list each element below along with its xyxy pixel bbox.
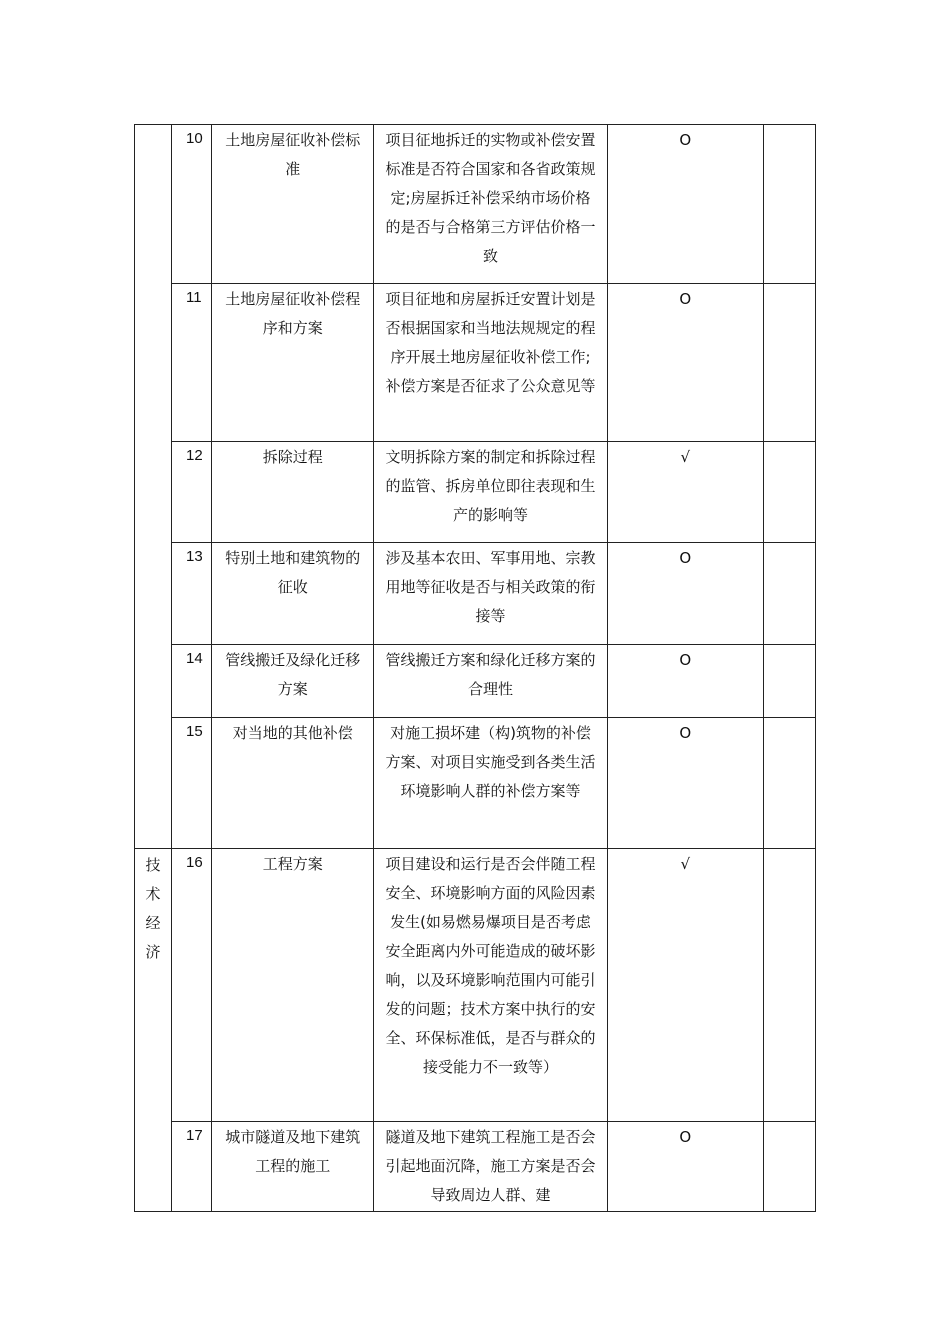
row-number: 10 bbox=[172, 125, 212, 284]
row-description: 项目征地拆迁的实物或补偿安置标准是否符合国家和各省政策规定;房屋拆迁补偿采纳市场价格的是否与合格第三方评估价格一致 bbox=[374, 125, 607, 284]
table-row bbox=[135, 442, 816, 543]
row-description: 管线搬迁方案和绿化迁移方案的合理性 bbox=[374, 645, 607, 718]
row-number: 17 bbox=[172, 1122, 212, 1212]
row-number: 16 bbox=[172, 849, 212, 1122]
table-row bbox=[135, 718, 816, 849]
row-description: 涉及基本农田、军事用地、宗教用地等征收是否与相关政策的衔接等 bbox=[374, 543, 607, 645]
table-row bbox=[135, 284, 816, 442]
row-item: 工程方案 bbox=[212, 849, 374, 1122]
row-mark: O bbox=[607, 125, 763, 284]
blank-cell bbox=[763, 1122, 815, 1212]
blank-cell bbox=[763, 849, 815, 1122]
row-mark: √ bbox=[607, 849, 763, 1122]
blank-cell bbox=[763, 442, 815, 543]
row-item: 对当地的其他补偿 bbox=[212, 718, 374, 849]
row-number: 11 bbox=[172, 284, 212, 442]
category-char: 技 bbox=[145, 856, 161, 874]
table-row bbox=[135, 1122, 816, 1212]
row-mark: O bbox=[607, 284, 763, 442]
row-mark: √ bbox=[607, 442, 763, 543]
table-row bbox=[135, 645, 816, 718]
row-item: 土地房屋征收补偿程序和方案 bbox=[212, 284, 374, 442]
row-description: 隧道及地下建筑工程施工是否会引起地面沉降，施工方案是否会导致周边人群、建 bbox=[374, 1122, 607, 1212]
row-description: 文明拆除方案的制定和拆除过程的监管、拆房单位即往表现和生产的影响等 bbox=[374, 442, 607, 543]
row-description: 对施工损坏建（构)筑物的补偿方案、对项目实施受到各类生活环境影响人群的补偿方案等 bbox=[374, 718, 607, 849]
category-char: 济 bbox=[145, 943, 161, 961]
row-number: 12 bbox=[172, 442, 212, 543]
category-label bbox=[135, 849, 171, 967]
row-item: 特别土地和建筑物的征收 bbox=[212, 543, 374, 645]
row-number: 13 bbox=[172, 543, 212, 645]
table-row bbox=[135, 125, 816, 284]
blank-cell bbox=[763, 125, 815, 284]
table-row bbox=[135, 849, 816, 1122]
row-item: 管线搬迁及绿化迁移方案 bbox=[212, 645, 374, 718]
blank-cell bbox=[763, 284, 815, 442]
blank-cell bbox=[763, 543, 815, 645]
row-mark: O bbox=[607, 645, 763, 718]
table-row bbox=[135, 543, 816, 645]
row-mark: O bbox=[607, 1122, 763, 1212]
risk-table bbox=[134, 124, 816, 1212]
row-number: 15 bbox=[172, 718, 212, 849]
row-number: 14 bbox=[172, 645, 212, 718]
row-description: 项目建设和运行是否会伴随工程安全、环境影响方面的风险因素发生(如易燃易爆项目是否考虑安全距离内外可能造成的破坏影响，以及环境影响范围内可能引发的问题；技术方案中执行的安全、环保标准低，是否与群众的接受能力不一致等） bbox=[374, 849, 607, 1122]
row-item: 城市隧道及地下建筑工程的施工 bbox=[212, 1122, 374, 1212]
category-cell-empty bbox=[135, 125, 172, 849]
blank-cell bbox=[763, 645, 815, 718]
category-char: 术 bbox=[145, 885, 161, 903]
row-mark: O bbox=[607, 543, 763, 645]
row-item: 土地房屋征收补偿标准 bbox=[212, 125, 374, 284]
row-item: 拆除过程 bbox=[212, 442, 374, 543]
category-cell bbox=[135, 849, 172, 1212]
category-char: 经 bbox=[145, 914, 161, 932]
row-description: 项目征地和房屋拆迁安置计划是否根据国家和当地法规规定的程序开展土地房屋征收补偿工作;补偿方案是否征求了公众意见等 bbox=[374, 284, 607, 442]
blank-cell bbox=[763, 718, 815, 849]
row-mark: O bbox=[607, 718, 763, 849]
